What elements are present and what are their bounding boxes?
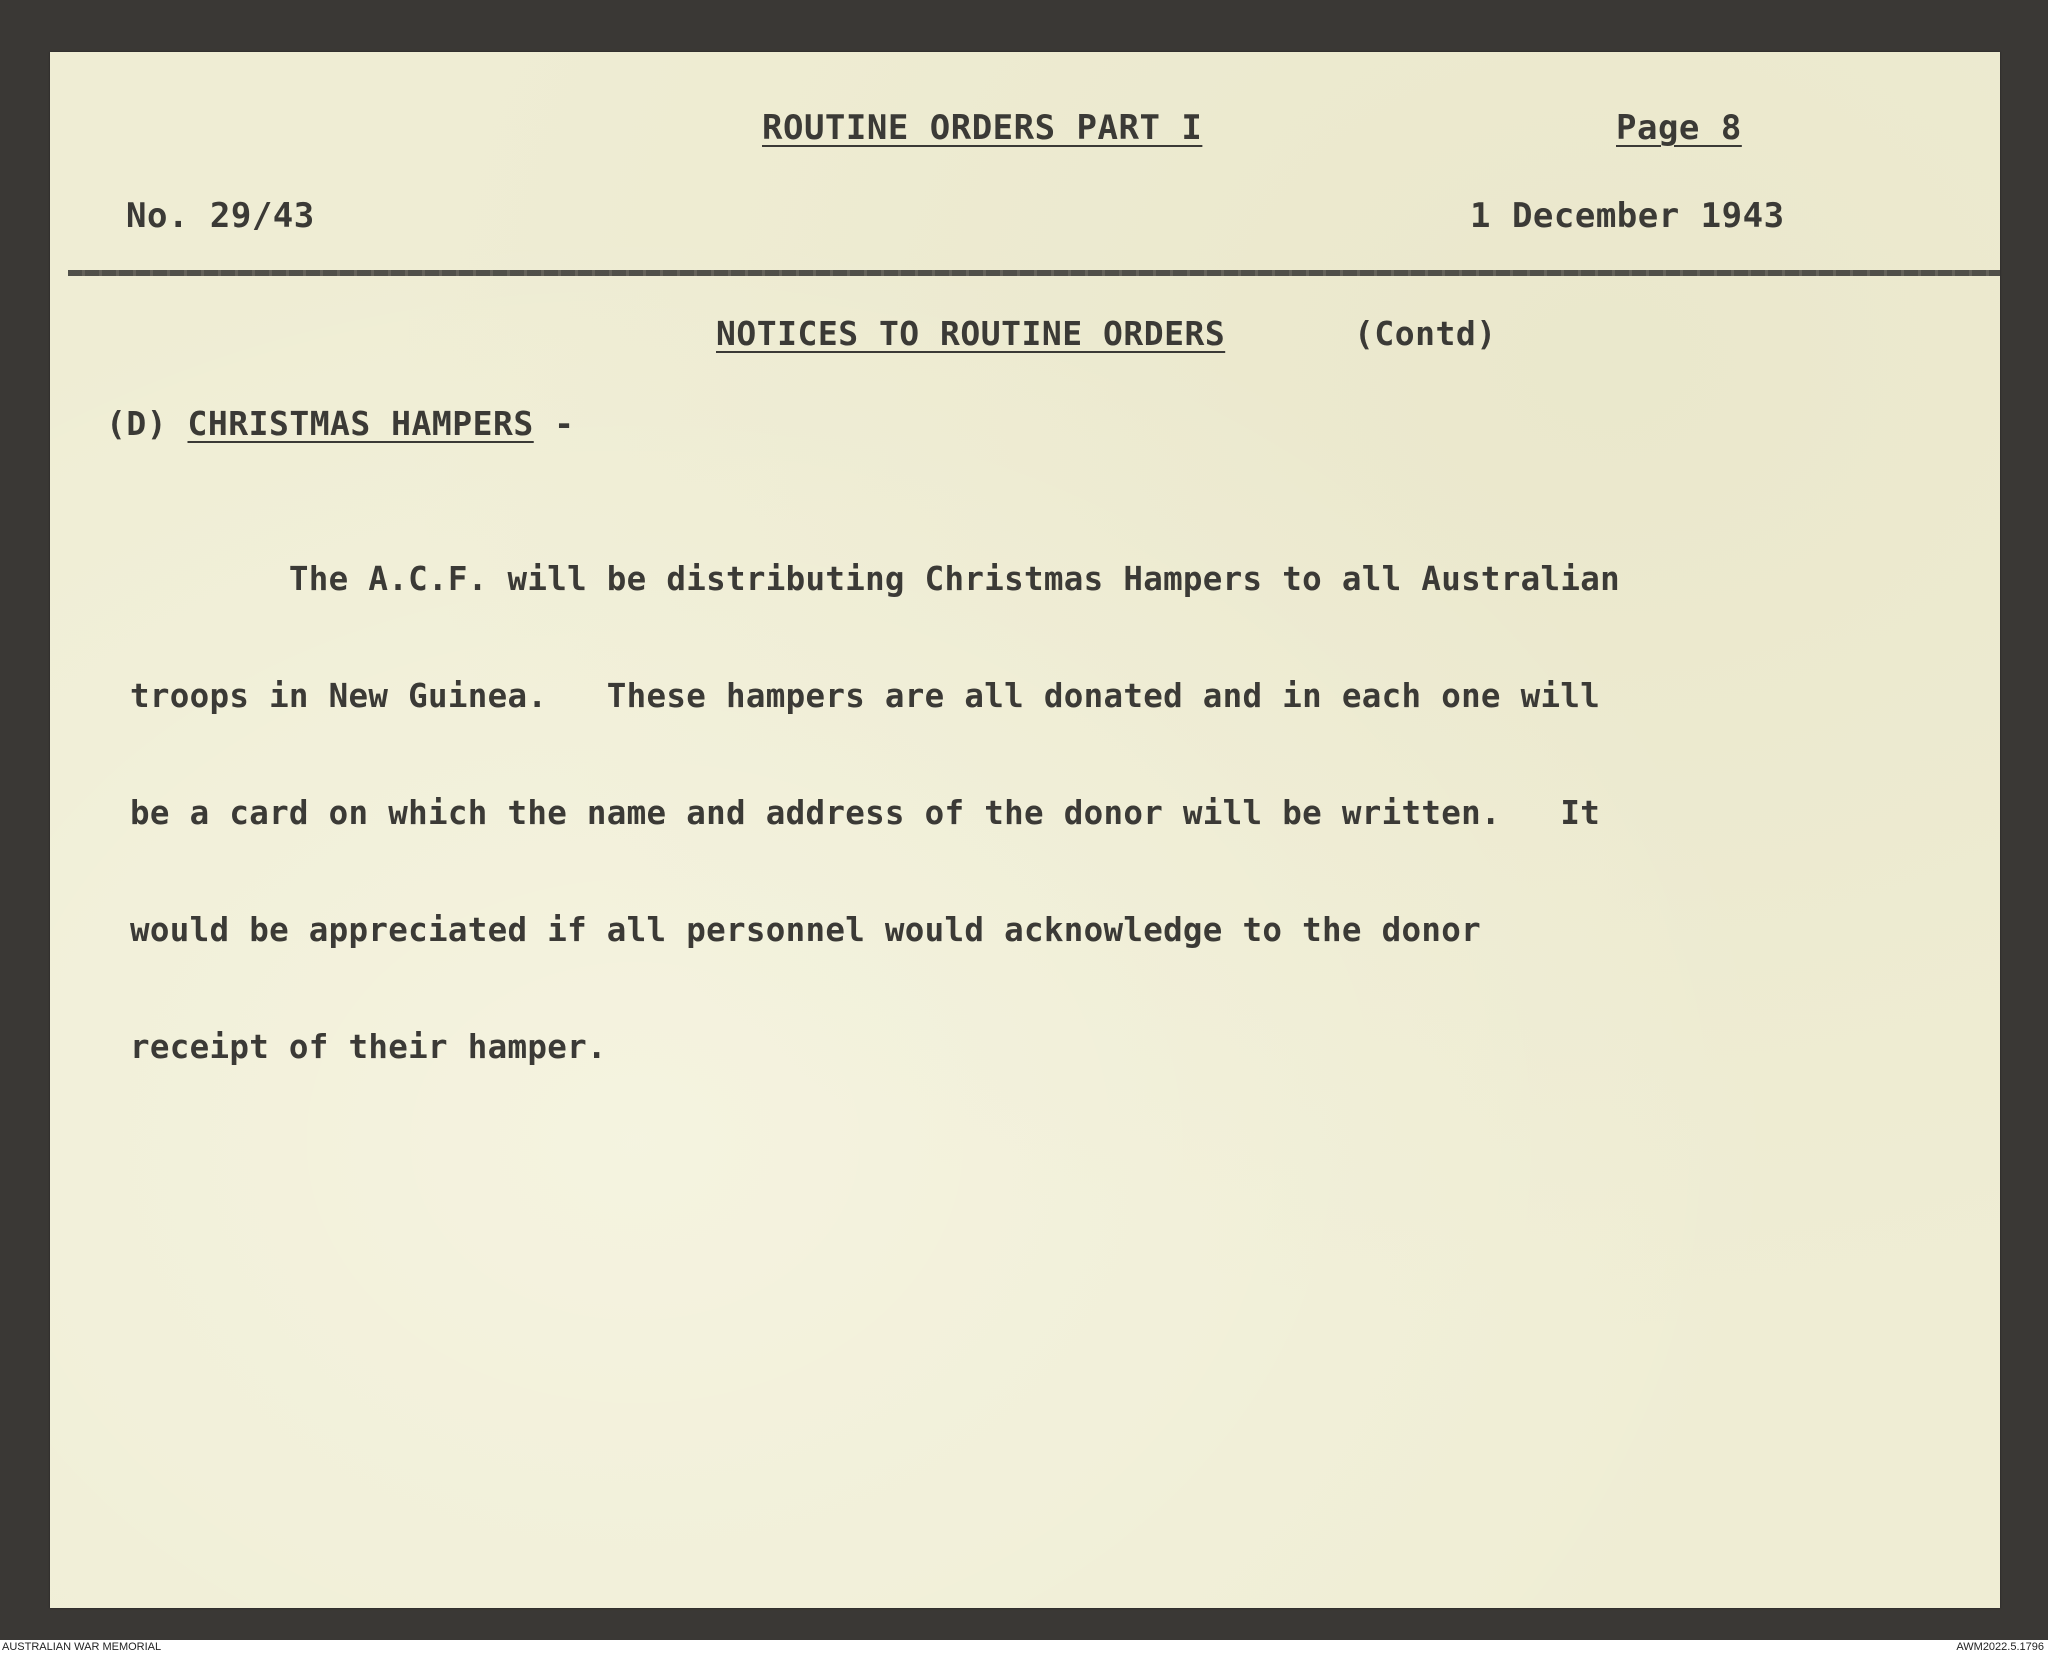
item-marker: (D) <box>106 404 168 443</box>
header-divider <box>68 270 2000 276</box>
item-body <box>130 482 1980 1145</box>
page-number: Page 8 <box>1616 108 1742 148</box>
footer-strip <box>0 1640 2048 1655</box>
body-line: be a card on which the name and address of the donor will be written. It <box>130 794 1601 832</box>
item-heading-line <box>106 404 575 443</box>
body-line: would be appreciated if all personnel would acknowledge to the donor <box>130 911 1481 949</box>
document-title: ROUTINE ORDERS PART I <box>762 108 1203 148</box>
footer-accession-number: AWM2022.5.1796 <box>1956 1641 2044 1653</box>
body-line: The A.C.F. will be distributing Christmas Hampers to all Australian <box>130 560 1620 598</box>
order-number: No. 29/43 <box>126 196 315 236</box>
footer-institution: AUSTRALIAN WAR MEMORIAL <box>2 1641 162 1653</box>
item-heading: CHRISTMAS HAMPERS <box>187 404 534 443</box>
section-title: NOTICES TO ROUTINE ORDERS <box>716 314 1226 353</box>
section-suffix: (Contd) <box>1354 314 1497 353</box>
body-line: troops in New Guinea. These hampers are all donated and in each one will <box>130 677 1601 715</box>
order-date: 1 December 1943 <box>1470 196 1785 236</box>
document-page <box>50 52 2000 1608</box>
body-line: receipt of their hamper. <box>130 1028 607 1066</box>
item-dash: - <box>554 404 575 443</box>
